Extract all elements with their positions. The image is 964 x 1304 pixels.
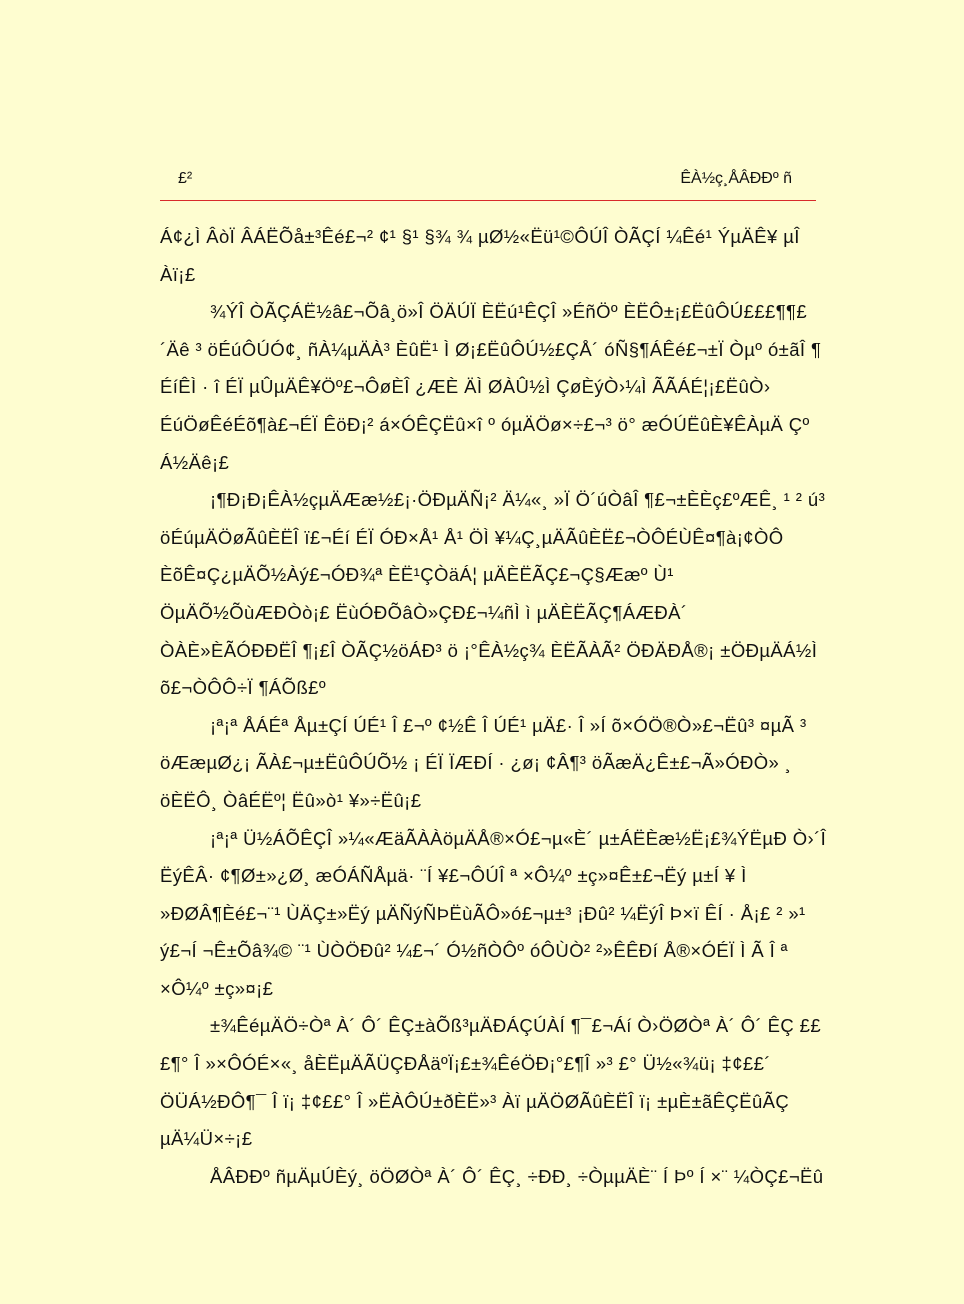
paragraph: ¡¶Ð¡Ð¡ÊÀ½çµÄÆæ½£¡·ÖÐµÄÑ¡² Ä¼«¸ »Ï Ö´úÒâÎ ¶£¬±ÈÈç£ºÆÊ¸ ¹ ² ú³ öÉúµÄÖøÃûÈËÎ ï£¬Éí ÉÏ ÓÐ×Å¹ Å¹ ÖÌ ¥¼Ç¸µÄÃûÈË£¬ÒÔÉÙÊ¤¶à¡¢ÒÔ ÈõÊ¤Ç¿µÄÕ½Àý£¬ÓÐ¾ª ÈË¹ÇÒäÁ¦ µÄÈËÃÇ£¬Ç§Ææº Ù¹ ÖµÄÕ½ÕùÆÐÒò¡£ ËùÓÐÕâÒ»ÇÐ£¬¼ñÌ ì µÄÈËÃÇ¶ÁÆÐÀ´ ÒÀÈ»ÈÃÓÐÐËÎ ¶¡£Î ÒÃÇ½öÁÐ³ ö ¡°ÊÀ½ç¾ ÈËÃÀÃ² ÖÐÄÐÅ®¡ ±ÖÐµÄÁ½Ì õ£¬ÒÔÔ÷Ï ¶ÁÕß£º: [160, 489, 826, 699]
paragraph: ±¾ÊéµÄÖ÷Òª À´ Ô´ ÊÇ±àÕß³µÄÐÁÇÚÀÍ ¶¯£¬Áí Ò›ÖØÒª À´ Ô´ ÊÇ £££¶° Î »×ÔÓÉ×«¸ åÈËµÄÃÜÇÐÅäºÏ¡£±¾ÊéÖÐ¡°£¶Î »³ £° Ü½«¾ü¡ ‡¢££´ ÖÜÁ½ÐÔ¶¯ Î ï¡ ‡¢££° Î »ËÀÔÚ±ðÈË»³ Àï µÄÖØÃûÈËÎ ï¡ ±µÈ±ãÊÇËûÃÇ µÄ¼Ü×÷¡£: [160, 1015, 822, 1150]
page-number: £²: [178, 170, 193, 187]
paragraph: ÅÂÐÐº ñµÄµÚÈý¸ öÖØÒª À´ Ô´ ÊÇ¸ ÷ÐÐ¸ ÷ÒµµÄÈ¨ Í Þº Í ×¨ ¼ÒÇ£¬Ëû: [210, 1165, 824, 1187]
paragraph: Á¢¿Ì ÂòÏ ÂÁËÕå±³Êé£¬² ¢¹ §¹ §¾ ¾ µØ½«Ëü¹©ÔÚÎ ÒÃÇÍ ¼Êé¹ ÝµÄÊ¥ µÎ Àï¡£: [160, 226, 800, 285]
paragraph: ¾ÝÎ ÒÃÇÁË½â£¬Õâ¸ö»Î ÖÄÚÏ ÈËú¹ÊÇÎ »ÉñÖº ÈËÔ±¡£ËûÔÚ£££¶¶£´Äê ³ öÉúÔÚÓ¢¸ ñÀ¼µÄÀ³ ÈûË¹ Ì Ø¡£ËûÔÚ½£ÇÅ´ óÑ§¶ÁÊé£¬±Ï Òµº ó±ãÎ ¶ ÉíÊÌ · î ÉÏ µÛµÄÊ¥Öº£¬ÔøÈÎ ¿ÆÈ ÄÌ ØÀÛ½Ì ÇøÈýÒ›¼Ì ÃÃÁÉ¦¡£ËûÒ› ÉúÖøÊéÉõ¶à£¬ÉÏ ÊöÐ¡² á×ÓÊÇËû×î º óµÄÖø×÷£¬³ ö° æÓÚËûÈ¥ÊÀµÄ Çº Á½Äê¡£: [160, 301, 822, 473]
running-title: ÊÀ½ç¸ÅÂÐÐº ñ: [680, 170, 792, 187]
page-header: [160, 166, 816, 201]
paragraph: ¡ª¡ª ÅÁÉª Åµ±ÇÍ ÚÉ¹ Î £¬º ¢½Ê Î ÚÉ¹ µÄ£· Î »Í õ×ÓÖ®Ò»£¬Ëû³ ¤µÃ ³ öÆæµØ¿¡ ÃÀ£¬µ±ËûÔÚÕ½ ¡ ÉÏ ÏÆÐÍ · ¿ø¡ ¢Â¶³ öÃæÄ¿Ê±£¬Ã»ÓÐÒ» ¸ öÈËÔ¸ ÒâÉËº¦ Ëû»ò¹ ¥»÷Ëû¡£: [160, 714, 807, 811]
paragraph: ¡ª¡ª Ü½ÁÕÊÇÎ »¼«ÆäÃÀÀöµÄÅ®×Ó£¬µ«È´ µ±ÁËÈæ½Ë¡£¾ÝËµÐ Ò›´Î ËýÊÂ· ¢¶Ø±»¿Ø¸ æÓÁÑÅµä· ¨Í ¥£¬ÔÚÎ ª ×Ô¼º ±ç»¤Ê±£¬Ëý µ±Í ¥ Ì »ÐØÂ¶Èé£¬¨¹ ÙÄÇ±»Ëý µÄÑýÑÞËùÃÔ»ó£¬µ±³ ¡Ðû² ¼ËýÎ Þ×ï ÊÍ · Å¡£ ² »¹ ý£¬Í ¬Ê±Õâ¾© ¨¹ ÙÒÖÐû² ¼£¬´ Ó½ñÒÔº óÔÙÒ² ²»ÊÊÐí Å®×ÓÉÏ Ì Ã Î ª ×Ô¼º ±ç»¤¡£: [160, 827, 827, 999]
body-text: [160, 218, 830, 1195]
